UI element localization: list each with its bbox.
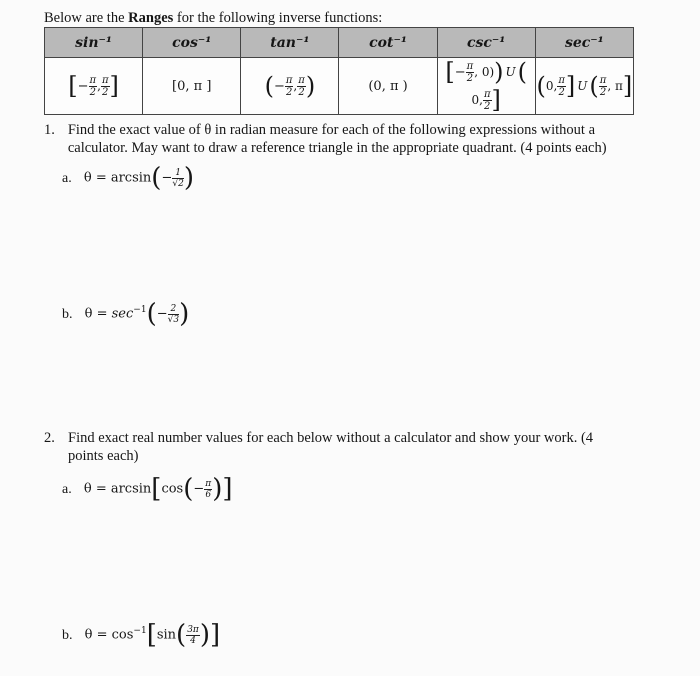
header-cot-inverse: cot⁻¹ (339, 28, 437, 58)
question-2-text: Find exact real number values for each below without a calculator and show your work. (4 points each) (68, 430, 594, 464)
ranges-bold: Ranges (128, 10, 174, 26)
range-cot-inverse: (0, π ) (339, 58, 437, 115)
question-2a: a. θ = arcsin[cos(− $\frac{\pi}{6}$ )] (62, 474, 233, 504)
question-2b: b. $\theta = \cos^{-1}[\sin$( $\frac{3\pi}{4}$ )] (62, 620, 221, 650)
header-sin-inverse: sin⁻¹ (45, 28, 143, 58)
question-1a: a. θ = arcsin(− $\frac{1}{√2}$ ) (62, 163, 194, 193)
ranges-value-row (45, 58, 634, 115)
range-csc-inverse: [− π 2 , 0) ) U( 0, π 2 ] (437, 58, 535, 115)
header-cos-inverse: cos⁻¹ (143, 28, 241, 58)
ranges-table (44, 27, 634, 115)
question-1: 1. Find the exact value of θ in radian measure for each of the following expressions without a calculator. May want to draw a reference triangle in the appropriate quadrant. (4 points each) (44, 121, 644, 157)
range-sec-inverse: ( 0, π 2 ] U( π 2 , π ] (535, 58, 633, 115)
range-cos-inverse: [0, π ] (143, 58, 241, 115)
range-tan-inverse: (− π 2 , π 2 ) (241, 58, 339, 115)
intro-sentence: Below are the Ranges for the following inverse functions: (44, 10, 383, 26)
ranges-header-row (45, 28, 634, 58)
question-2: 2. Find exact real number values for each below without a calculator and show your work. (4 points each) (44, 429, 644, 465)
header-tan-inverse: tan⁻¹ (241, 28, 339, 58)
fraction-2a: $\frac{\pi}{6}$ (205, 478, 212, 500)
range-sin-inverse: [− π 2 , π 2 ] (45, 58, 143, 115)
fraction-2b: $\frac{3\pi}{4}$ (187, 624, 199, 646)
fraction-1a: $\frac{1}{√2}$ (172, 167, 184, 189)
fraction-1b: $\frac{2}{√3}$ (167, 303, 180, 325)
header-sec-inverse: sec⁻¹ (535, 28, 633, 58)
question-1-text: Find the exact value of θ in radian measure for each of the following expressions without a calculator. May want to draw a reference triangle in the appropriate quadrant. (4 points each) (67, 122, 607, 156)
header-csc-inverse: csc⁻¹ (437, 28, 535, 58)
question-1b: b. $\theta = \sec^{-1}(-$ $\frac{2}{√3}$ ) (62, 299, 190, 329)
